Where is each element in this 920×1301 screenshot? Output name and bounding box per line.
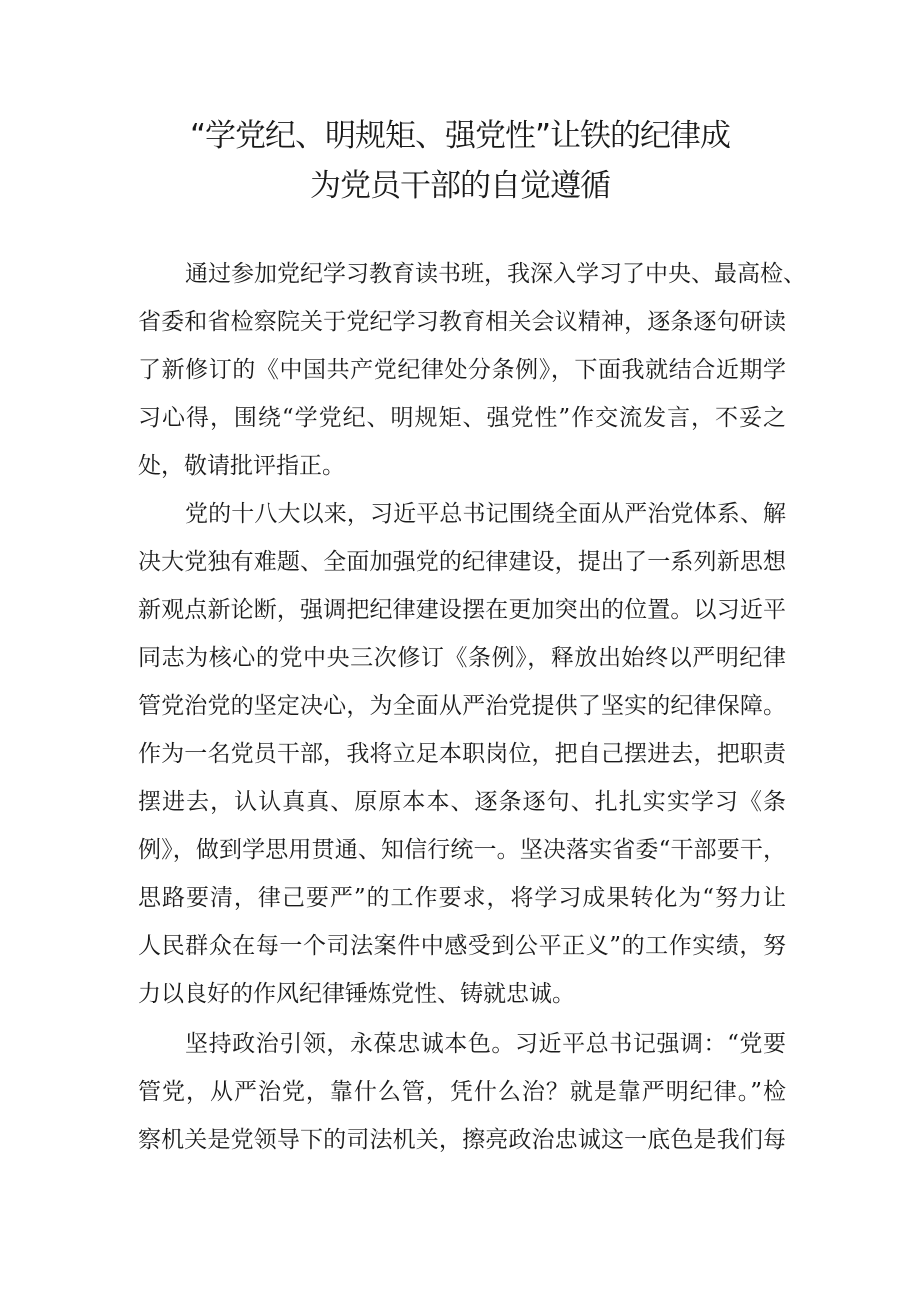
paragraph-1-line: 了新修订的《中国共产党纪律处分条例》，下面我就结合近期学 [138, 357, 786, 383]
document-title-line-2: 为党员干部的自觉遵循 [310, 168, 610, 204]
paragraph-2-line: 摆进去，认认真真、原原本本、逐条逐句、扎扎实实学习《条 [138, 789, 786, 815]
paragraph-2-line: 新观点新论断，强调把纪律建设摆在更加突出的位置。以习近平 [138, 597, 786, 623]
paragraph-3-line: 管党，从严治党，靠什么管，凭什么治？就是靠严明纪律。”检 [138, 1079, 786, 1105]
paragraph-2-line: 管党治党的坚定决心，为全面从严治党提供了坚实的纪律保障。 [138, 693, 786, 719]
paragraph-2-line: 同志为核心的党中央三次修订《条例》，释放出始终以严明纪律 [138, 645, 786, 671]
paragraph-1-line: 处，敬请批评指正。 [138, 453, 345, 479]
paragraph-1-line: 省委和省检察院关于党纪学习教育相关会议精神，逐条逐句研读 [138, 309, 786, 335]
paragraph-3-line: 察机关是党领导下的司法机关，擦亮政治忠诚这一底色是我们每 [138, 1127, 786, 1153]
paragraph-2-line: 例》，做到学思用贯通、知信行统一。坚决落实省委“干部要干， [138, 837, 786, 863]
paragraph-2-line: 作为一名党员干部，我将立足本职岗位，把自己摆进去，把职责 [138, 741, 786, 767]
paragraph-2-line: 人民群众在每一个司法案件中感受到公平正义”的工作实绩，努 [138, 933, 786, 959]
paragraph-3-line: 坚持政治引领，永葆忠诚本色。习近平总书记强调：“党要 [185, 1031, 786, 1057]
paragraph-2-line: 党的十八大以来，习近平总书记围绕全面从严治党体系、解 [185, 501, 786, 527]
paragraph-2-line: 决大党独有难题、全面加强党的纪律建设，提出了一系列新思想 [138, 549, 786, 575]
paragraph-1-line: 通过参加党纪学习教育读书班，我深入学习了中央、最高检、 [185, 261, 806, 287]
paragraph-2-line: 思路要清，律己要严”的工作要求，将学习成果转化为“努力让 [138, 885, 786, 911]
document-title-line-1: “学党纪、明规矩、强党性”让铁的纪律成 [189, 118, 731, 154]
paragraph-1-line: 习心得，围绕“学党纪、明规矩、强党性”作交流发言，不妥之 [138, 405, 786, 431]
paragraph-2-line: 力以良好的作风纪律锤炼党性、铸就忠诚。 [138, 981, 575, 1007]
